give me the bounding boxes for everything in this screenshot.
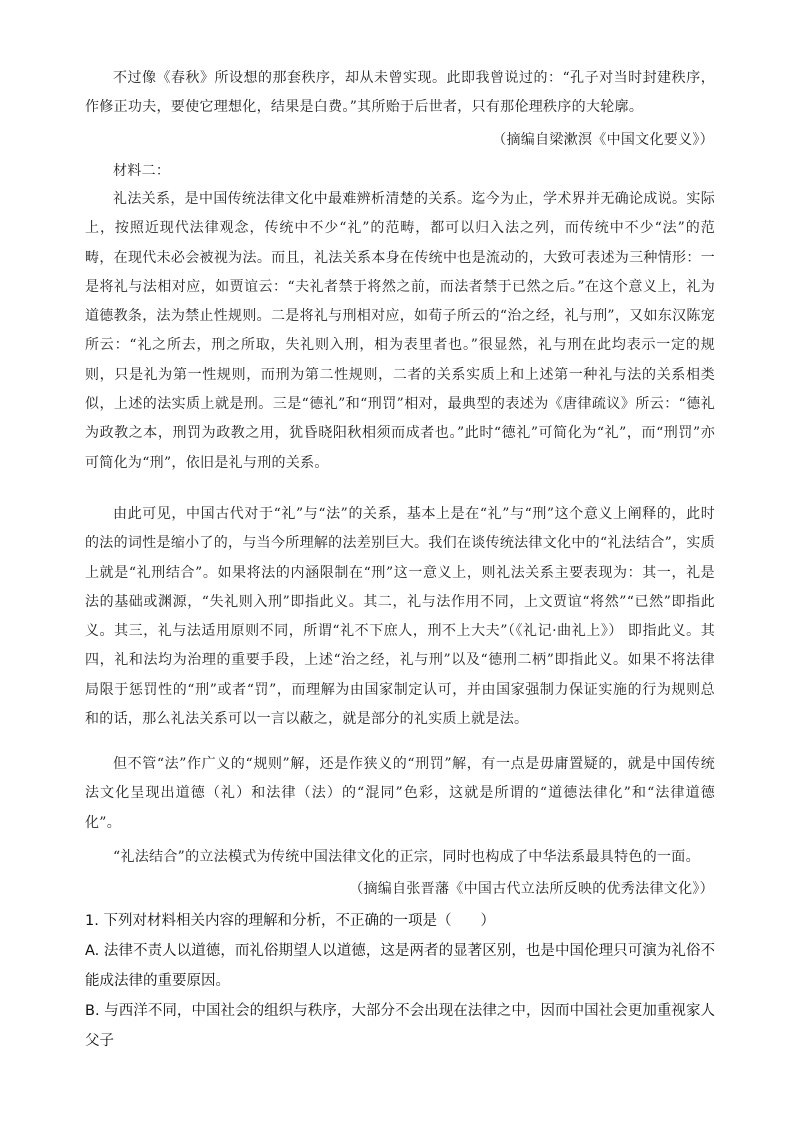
paragraph-3: 由此可见，中国古代对于“礼”与“法”的关系，基本上是在“礼”与“刑”这个意义上阐释的，此时的法的词性是缩小了的，与当今所理解的法差别巨大。我们在谈传统法律文化中的“礼法结合”，实质上就是“礼刑结合”。如果将法的内涵限制在“刑”这一意义上，则礼法关系主要表现为：其一，礼是法的基础或渊源，“失礼则入刑”即指此义。其二，礼与法作用不同，上文贾谊“将然”“已然”即指此义。其三，礼与法适用原则不同，所谓“礼不下庶人，刑不上大夫”（《礼记·曲礼上》） 即指此义。其四，礼和法均为治理的重要手段，上述“治之经，礼与刑”以及“德刑二柄”即指此义。如果不将法律局限于惩罚性的“刑”或者“罚”，而理解为由国家制定认可，并由国家强制力保证实施的行为规则总和的话，那么礼法关系可以一言以蔽之，就是部分的礼实质上就是法。: [85, 506, 715, 728]
question-1-stem: 1. 下列对材料相关内容的理解和分析，不正确的一项是（ ）: [85, 913, 495, 929]
source-citation-1: （摘编自梁漱溟《中国文化要义》）: [492, 132, 714, 148]
paragraph-5: “礼法结合”的立法模式为传统中国法律文化的正宗，同时也构成了中华法系最具特色的一面。: [113, 849, 700, 865]
source-citation-2: （摘编自张晋藩《中国古代立法所反映的优秀法律文化》）: [349, 881, 714, 897]
paragraph-2: 礼法关系，是中国传统法律文化中最难辨析清楚的关系。迄今为止，学术界并无确论成说。实际上，按照近现代法律观念，传统中不少“礼”的范畴，都可以归入法之列，而传统中不少“法”的范畴，在现代未必会被视为法。而且，礼法关系本身在传统中也是流动的，大致可表述为三种情形：一是将礼与法相对应，如贾谊云：“夫礼者禁于将然之前，而法者禁于已然之后。”在这个意义上，礼为道德教条，法为禁止性规则。二是将礼与刑相对应，如荀子所云的“治之经，礼与刑”，又如东汉陈宠所云：“礼之所去，刑之所取，失礼则入刑，相为表里者也。”很显然，礼与刑在此均表示一定的规则，只是礼为第一性规则，而刑为第二性规则，二者的关系实质上和上述第一种礼与法的关系相类似，上述的法实质上就是刑。三是“德礼”和“刑罚”相对，最典型的表述为《唐律疏议》所云：“德礼为政教之本，刑罚为政教之用，犹昏晓阳秋相须而成者也。”此时“德礼”可简化为“礼”，而“刑罚”亦可简化为“刑”，依旧是礼与刑的关系。: [85, 191, 715, 471]
material-2-label: 材料二：: [113, 163, 171, 179]
question-1-option-a: A. 法律不责人以道德，而礼俗期望人以道德，这是两者的显著区别，也是中国伦理只可演为礼俗不能成法律的重要原因。: [85, 943, 715, 989]
paragraph-1: 不过像《春秋》所设想的那套秩序，却从未曾实现。此即我曾说过的：“孔子对当时封建秩序，作修正功夫，要使它理想化，结果是白费。”其所贻于后世者，只有那伦理秩序的大轮廓。: [85, 70, 715, 116]
paragraph-4: 但不管“法”作广义的“规则”解，还是作狭义的“刑罚”解，有一点是毋庸置疑的，就是中国传统法文化呈现出道德（礼）和法律（法）的“混同”色彩，这就是所谓的“道德法律化”和“法律道德化”。: [85, 756, 715, 831]
question-1-option-b: B. 与西洋不同，中国社会的组织与秩序，大部分不会出现在法律之中，因而中国社会更加重视家人父子: [85, 1003, 715, 1049]
